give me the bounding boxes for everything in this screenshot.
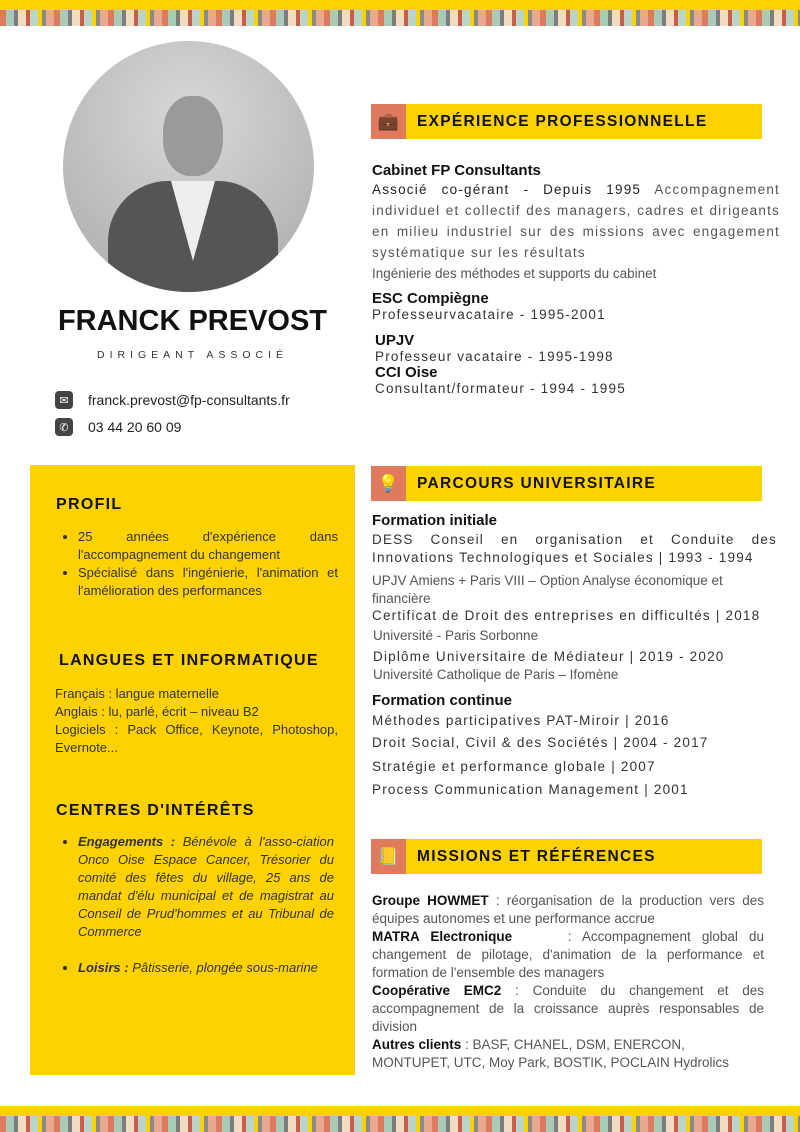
phone-row [55,418,181,436]
parcours-section: Formation initiale DESS Conseil en organisation et Conduite des Innovations Technologiques et Sociales | 1993 - 1994 UPJV Amiens + Paris VIII – Option Analyse économique et financière Certificat de Droit des entreprises en difficultés | 2018 Université - Paris Sorbonne Diplôme Universitaire de Médiateur | 2019 - 2020 Université Catholique de Paris – Ifomène Formation continue Méthodes participatives PAT-Miroir | 2016 Droit Social, Civil & des Sociétés | 2004 - 2017 Stratégie et performance globale | 2007 Process Communication Management | 2001 [372,512,777,797]
experience-section: Cabinet FP Consultants Associé co-gérant - Depuis 1995 Accompagnement individuel et collectif des managers, cadres et dirigeants en milieu industriel sur des missions avec engagement systématique sur les résultats Ingénierie des méthodes et supports du cabinet ESC Compiègne Professeurvacataire - 1995-2001 UPJV Professeur vacataire - 1995-1998 CCI Oise Consultant/formateur - 1994 - 1995 [372,162,780,396]
phone[interactable]: 03 44 20 60 09 [88,419,182,435]
missions-header: 📒 MISSIONS ET RÉFÉRENCES [371,839,762,874]
langue-line: Logiciels : Pack Office, Keynote, Photoshop, Evernote... [55,722,338,755]
profil-heading: PROFIL [56,496,123,513]
interets-heading: CENTRES D'INTÉRÊTS [56,802,255,819]
profil-item: • Spécialisé dans l'ingénierie, l'animation et l'amélioration des performances [78,564,338,600]
missions-section [372,892,768,1072]
job-title: DIRIGEANT ASSOCIÉ [97,349,288,361]
notebook-icon: 📒 [371,839,406,874]
lightbulb-icon: 💡 [371,466,406,501]
langue-line: Français : langue maternelle [55,686,220,701]
envelope-icon: ✉ [55,391,73,409]
parcours-header: 💡 PARCOURS UNIVERSITAIRE [371,466,762,501]
langue-line: Anglais : lu, parlé, écrit – niveau B2 [55,704,259,719]
email[interactable]: franck.prevost@fp-consultants.fr [88,392,290,408]
profil-item: • 25 années d'expérience dans l'accompagnement du changement [78,528,338,564]
profile-photo [63,41,314,292]
interet-item: • Engagements : Bénévole à l'asso-ciation Onco Oise Espace Cancer, Trésorier du comité des fêtes du village, 25 ans de mandat d'élu municipal et de magistrat au Conseil de Prud'hommes et au Tribunal de Commerce [78,833,334,941]
decorative-city-banner-top [0,0,800,26]
experience-header: 💼 EXPÉRIENCE PROFESSIONNELLE [371,104,762,139]
person-name: FRANCK PREVOST [57,305,328,337]
briefcase-icon: 💼 [371,104,406,139]
email-row [55,391,290,409]
mission-item: Groupe HOWMET : réorganisation de la production vers des équipes autonomes et une performance accrue [372,893,764,926]
mission-item: Autres clients : BASF, CHANEL, DSM, ENERCON, MONTUPET, UTC, Moy Park, BOSTIK, POCLAIN Hydrolics [372,1037,730,1070]
langues-heading: LANGUES ET INFORMATIQUE [59,652,319,669]
phone-icon: ✆ [55,418,73,436]
interet-item: • Loisirs : Pâtisserie, plongée sous-marine [78,959,334,977]
decorative-city-banner-bottom [0,1106,800,1132]
mission-item: MATRA Electronique : Accompagnement global du changement de pilotage, d'animation de la performance et formation de l'ensemble des managers [372,929,768,980]
mission-item: Coopérative EMC2 : Conduite du changement et des accompagnement de la croissance auprès responsables de division [372,983,765,1034]
